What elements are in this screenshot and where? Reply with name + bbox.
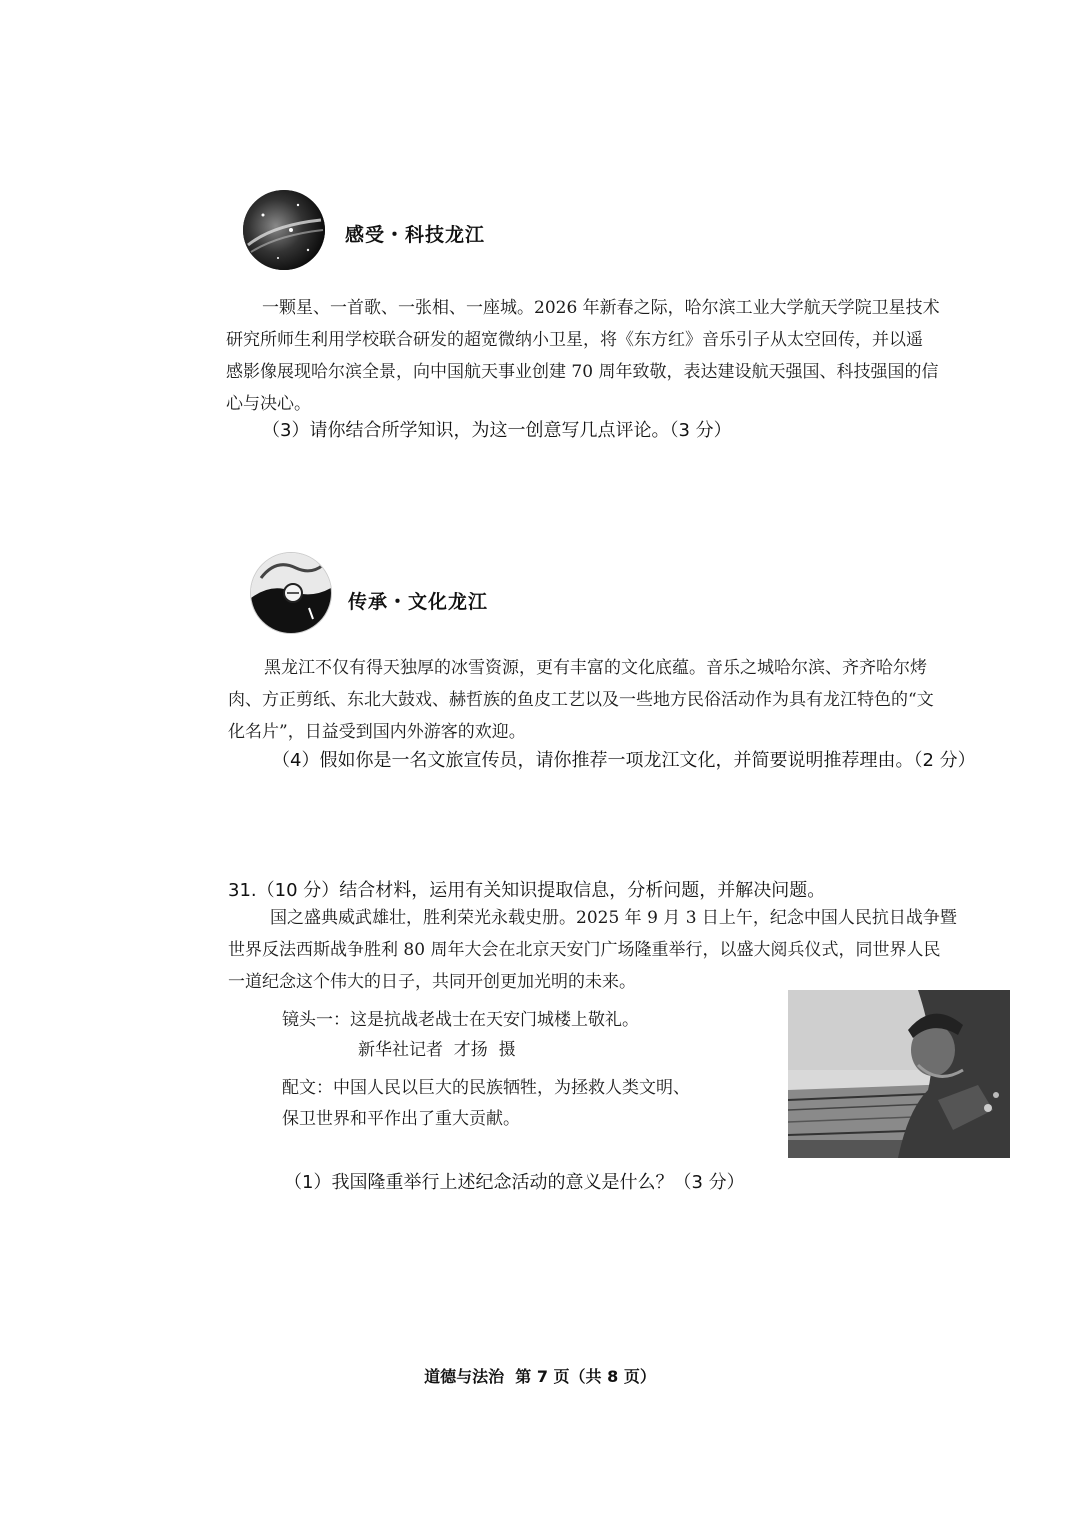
section-title-tech: 感受・科技龙江 <box>345 224 486 246</box>
paragraph-line: 化名片”，日益受到国内外游客的欢迎。 <box>228 722 526 742</box>
paragraph-line: 研究所师生利用学校联合研发的超宽微纳小卫星，将《东方红》音乐引子从太空回传，并以遥 <box>226 330 923 350</box>
paragraph-line: 国之盛典威武雄壮，胜利荣光永载史册。2025 年 9 月 3 日上午，纪念中国人民抗日战争暨 <box>270 908 957 928</box>
page-footer: 道德与法治 第 7 页（共 8 页） <box>424 1367 656 1386</box>
section-title-culture: 传承・文化龙江 <box>348 591 489 613</box>
paragraph-line: 一道纪念这个伟大的日子，共同开创更加光明的未来。 <box>228 972 636 992</box>
section2-paragraph <box>228 652 1028 748</box>
paragraph-line: 感影像展现哈尔滨全景，向中国航天事业创建 70 周年致敬，表达建设航天强国、科技强国的信 <box>226 362 939 382</box>
question-31-1: （1）我国隆重举行上述纪念活动的意义是什么？（3 分） <box>284 1172 745 1193</box>
veteran-salute-photo <box>788 990 1010 1158</box>
paragraph-line: 黑龙江不仅有得天独厚的冰雪资源，更有丰富的文化底蕴。音乐之城哈尔滨、齐齐哈尔烤 <box>264 658 927 678</box>
section1-paragraph <box>226 292 1026 420</box>
caption-line: 配文：中国人民以巨大的民族牺牲，为拯救人类文明、 <box>282 1078 690 1098</box>
caption-line: 保卫世界和平作出了重大贡献。 <box>282 1109 520 1129</box>
heritage-icon <box>250 552 332 634</box>
q31-paragraph <box>228 902 1028 998</box>
shot-label: 镜头一：这是抗战老战士在天安门城楼上敬礼。 <box>282 1010 639 1030</box>
question-31-header: 31.（10 分）结合材料，运用有关知识提取信息，分析问题，并解决问题。 <box>228 880 826 901</box>
photo-credit: 新华社记者 才扬 摄 <box>358 1040 516 1060</box>
paragraph-line: 心与决心。 <box>226 394 311 414</box>
starry-sky-icon <box>243 190 325 270</box>
paragraph-line: 肉、方正剪纸、东北大鼓戏、赫哲族的鱼皮工艺以及一些地方民俗活动作为具有龙江特色的“文 <box>228 690 934 710</box>
paragraph-line: 世界反法西斯战争胜利 80 周年大会在北京天安门广场隆重举行，以盛大阅兵仪式，同世界人民 <box>228 940 941 960</box>
question-4: （4）假如你是一名文旅宣传员，请你推荐一项龙江文化，并简要说明推荐理由。（2 分） <box>272 750 976 771</box>
paragraph-line: 一颗星、一首歌、一张相、一座城。2026 年新春之际，哈尔滨工业大学航天学院卫星技术 <box>262 298 940 318</box>
question-3: （3）请你结合所学知识，为这一创意写几点评论。（3 分） <box>262 420 732 441</box>
